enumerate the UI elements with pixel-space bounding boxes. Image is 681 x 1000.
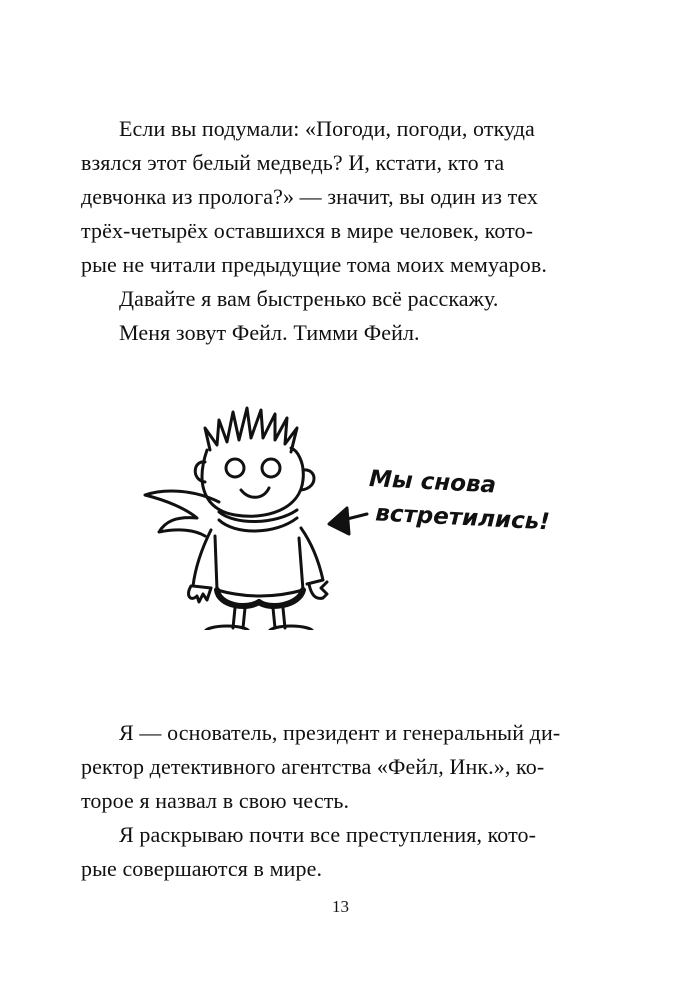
paragraph-line: ректор детективного агентства «Фейл, Инк.», ко- [81, 754, 545, 779]
paragraph-5 [81, 818, 575, 886]
paragraph-line: взялся этот белый медведь? И, кстати, кто та [81, 150, 505, 175]
paragraph-line: Меня зовут Фейл. Тимми Фейл. [119, 320, 420, 345]
paragraph-line: девчонка из пролога?» — значит, вы один из тех [81, 184, 539, 209]
paragraph-2 [81, 282, 575, 316]
paragraph-1 [81, 112, 575, 282]
caption-line-1: Мы снова [368, 465, 497, 499]
paragraph-line: Если вы подумали: «Погоди, погоди, откуда [119, 116, 535, 141]
paragraph-line: торое я назвал в свою честь. [81, 788, 350, 813]
paragraph-line: Давайте я вам быстренько всё расскажу. [119, 286, 499, 311]
paragraph-line: рые совершаются в мире. [81, 856, 323, 881]
caption-line-2: встретились! [374, 500, 551, 536]
paragraph-line: Я — основатель, президент и генеральный ди- [119, 720, 561, 745]
paragraph-3 [81, 316, 575, 350]
paragraph-line: трёх-четырёх оставшихся в мире человек, кото- [81, 218, 534, 243]
page-number: 13 [332, 897, 349, 916]
paragraph-line: рые не читали предыдущие тома моих мемуаров. [81, 252, 547, 277]
hair [205, 408, 297, 452]
paragraph-4 [81, 716, 575, 818]
head-outline [202, 448, 303, 516]
text-block-bottom [81, 716, 575, 886]
illustration-caption [366, 462, 559, 540]
text-block-top [81, 112, 575, 350]
paragraph-line: Я раскрываю почти все преступления, кото- [119, 822, 537, 847]
